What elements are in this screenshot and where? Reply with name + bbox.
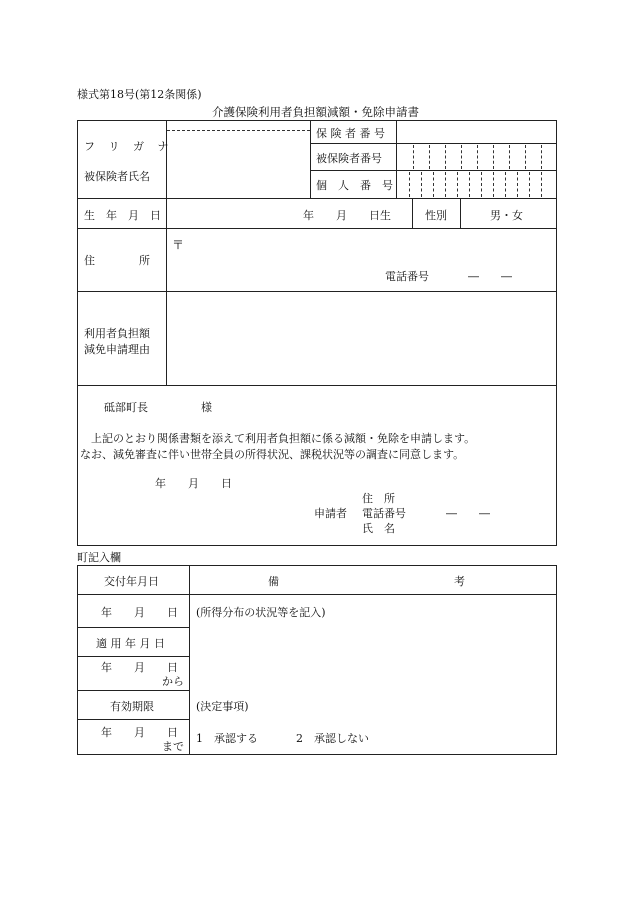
applicant-address-label: 住 所 — [362, 492, 395, 505]
insurer-number-label: 保 険 者 番 号 — [316, 127, 385, 140]
remarks-label-right: 考 — [454, 575, 465, 588]
declaration-line1: 上記のとおり関係書類を添えて利用者負担額に係る減額・免除を申請します。 — [91, 432, 476, 445]
reason-label-line2: 減免申請理由 — [84, 343, 150, 356]
birthdate-label: 生 年 月 日 — [84, 209, 161, 222]
form-title: 介護保険利用者負担額減額・免除申請書 — [212, 105, 419, 119]
from-suffix: から — [162, 675, 184, 688]
applicant-phone-label: 電話番号 — [362, 507, 406, 520]
furigana-label: フ リ ガ ナ — [84, 140, 174, 153]
apply-date-label: 適 用 年 月 日 — [96, 637, 165, 650]
insured-name-label: 被保険者氏名 — [84, 170, 150, 183]
issue-date-format: 年 月 日 — [101, 606, 178, 619]
declaration-date: 年 月 日 — [155, 477, 232, 490]
valid-period-label: 有効期限 — [110, 700, 154, 713]
option-reject: 2 承認しない — [296, 732, 369, 745]
applicant-phone-dashes: ― ― — [446, 507, 490, 520]
postal-mark: 〒 — [172, 238, 185, 252]
income-note: (所得分布の状況等を記入) — [196, 606, 326, 619]
phone-label: 電話番号 — [385, 270, 429, 283]
declaration-line2: なお、減免審査に伴い世帯全員の所得状況、課税状況等の調査に同意します。 — [80, 448, 465, 461]
insured-number-label: 被保険者番号 — [316, 152, 382, 165]
applicant-label: 申請者 — [314, 507, 347, 520]
until-date-format: 年 月 日 — [101, 726, 178, 739]
address-label: 住 所 — [84, 254, 150, 267]
office-heading: 町記入欄 — [77, 551, 121, 564]
decision-label: (決定事項) — [196, 700, 249, 713]
gender-label: 性別 — [425, 209, 447, 222]
from-date-format: 年 月 日 — [101, 661, 178, 674]
personal-number-label: 個 人 番 号 — [316, 179, 393, 192]
addressee: 砥部町長 — [104, 401, 148, 414]
phone-dashes: ― ― — [468, 270, 512, 283]
until-suffix: まで — [162, 740, 184, 753]
birthdate-format: 年 月 日生 — [303, 209, 391, 222]
option-approve: 1 承認する — [196, 732, 258, 745]
gender-options: 男・女 — [490, 209, 523, 222]
applicant-name-label: 氏 名 — [362, 522, 395, 535]
form-number: 様式第18号(第12条関係) — [77, 88, 202, 101]
remarks-label-left: 備 — [268, 575, 279, 588]
issue-date-label: 交付年月日 — [104, 575, 159, 588]
reason-label-line1: 利用者負担額 — [84, 327, 150, 340]
honorific: 様 — [201, 401, 212, 414]
